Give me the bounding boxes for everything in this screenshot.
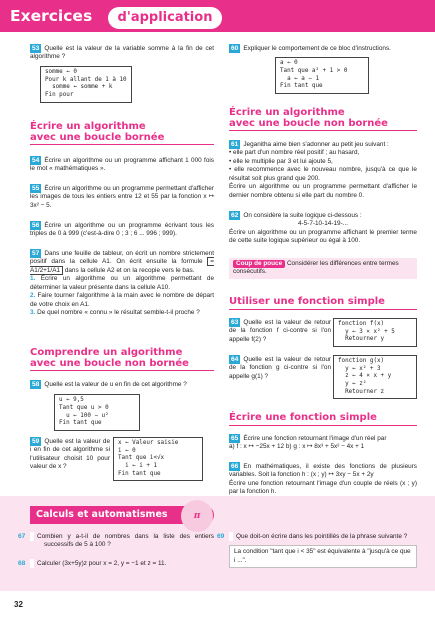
question-text: De quel nombre « connu » le résultat semble-t-il proche ?	[37, 309, 200, 317]
exercise-text: Quelle est la valeur de retour de la fonction f ci-contre si l'on appelle f(2) ?	[229, 319, 331, 343]
exercise-number: 60	[231, 45, 239, 52]
exercise-55	[30, 184, 214, 210]
hint-box	[229, 258, 417, 279]
exercise-text: Écrire un algorithme ou un programme écrivant tous les triples de 0 à 999 (c'est-à-dire 0 ; 3 ; 6 ... 996 ; 999).	[30, 222, 214, 238]
exercise-number: 56	[32, 222, 40, 229]
bullet-item: • elle part d'un nombre réel positif ; au hasard,	[229, 149, 360, 157]
section-heading	[30, 348, 214, 371]
exercise-66	[229, 462, 417, 497]
exercise-number: 65	[231, 435, 239, 442]
exercise-67	[18, 532, 214, 550]
section-title-line2: avec une boucle non bornée	[229, 117, 388, 129]
exercise-text: Écrire un algorithme ou un programme affichant 1 000 fois le mot « mathématiques ».	[30, 157, 214, 173]
section-rule	[30, 370, 214, 371]
exercise-62	[229, 211, 417, 246]
question-number: 3.	[30, 309, 36, 317]
exercise-text: Combien y a-t-il de nombres dans la liste des entiers successifs de 5 à 100 ?	[37, 533, 214, 549]
section-title-line1: Comprendre un algorithme	[30, 347, 183, 358]
sentence-box: La condition "tant que i < 35" est équivalente à "jusqu'à ce que i ...".	[229, 545, 417, 568]
calc-section-title: Calculs et automatismes	[36, 509, 168, 520]
section-title-line2: avec une boucle bornée	[30, 131, 165, 143]
exercise-number: 69	[229, 532, 233, 541]
exercise-59	[30, 437, 110, 472]
section-title-line2: avec une boucle non bornée	[30, 357, 189, 369]
code-block: fonction f(x) y ← 3 × x² + 5 Retourner y	[333, 318, 417, 347]
exercise-63	[229, 318, 331, 344]
exercise-text: Que doit-on écrire dans les pointillés de la phrase suivante ?	[236, 533, 408, 540]
code-block: somme ← 0 Pour k allant de 1 à 10 somme ← somme + k Fin pour	[40, 66, 132, 103]
exercise-text: Quelle est la valeur de la variable somme à la fin de cet algorithme ?	[30, 45, 214, 61]
question-text: Faire tourner l'algorithme à la main avec le nombre de départ de votre choix en A1.	[30, 292, 214, 308]
exercise-54	[30, 156, 214, 174]
exercise-text: dans la cellule A2 et on la recopie vers le bas.	[64, 266, 195, 274]
section-rule	[229, 309, 417, 310]
exercise-56	[30, 221, 214, 239]
exercise-text: On considère la suite logique ci-dessous :	[243, 212, 362, 219]
exercise-number: 64	[231, 356, 239, 363]
exercise-number: 61	[231, 141, 239, 148]
exercise-58	[30, 380, 214, 431]
pi-badge-icon: π	[181, 500, 213, 532]
exercise-text: Jeganitha aime bien s'adonner au petit jeu suivant :	[243, 141, 389, 148]
hint-label: Coup de pouce	[233, 260, 285, 268]
section-title-line1: Écrire un algorithme	[30, 121, 146, 132]
exercise-number: 63	[231, 319, 239, 326]
exercise-number: 58	[32, 381, 40, 388]
question-number: 1.	[30, 275, 36, 283]
section-heading	[229, 413, 417, 426]
number-sequence: 4-5-7-10-14-19-...	[297, 220, 349, 228]
exercise-text: Écrire un algorithme ou un programme permettant d'afficher les images de tous les entiers entre 12 et 55 par la fonction x ↦ 3x² − 5.	[30, 185, 214, 209]
exercise-number: 66	[231, 463, 239, 470]
section-title: Écrire une fonction simple	[229, 412, 377, 423]
exercise-number: 54	[32, 157, 40, 164]
section-rule	[30, 144, 214, 145]
bullet-item: • elle recommence avec le nouveau nombre, jusqu'à ce que le résultat soit plus grand que 200.	[229, 166, 417, 182]
exercise-61	[229, 140, 417, 200]
exercise-number: 59	[32, 438, 40, 445]
exercise-text: Écrire un algorithme ou un programme permettant d'afficher le dernier nombre obtenu si elle part du nombre 0.	[229, 183, 417, 199]
exercise-text: On écrit ensuite la formule	[116, 258, 203, 266]
exercise-text: Calculer (3x+5y)z pour x = 2, y = −1 et z = 11.	[37, 560, 167, 567]
section-rule	[229, 425, 417, 426]
section-title: Utiliser une fonction simple	[229, 296, 385, 307]
section-title-line1: Écrire un algorithme	[229, 107, 345, 118]
exercise-60	[229, 44, 417, 94]
question-number: 2.	[30, 292, 36, 300]
exercise-number: 53	[32, 45, 40, 52]
exercise-68	[18, 559, 214, 568]
exercise-69	[217, 532, 417, 568]
page-title: Exercices	[10, 7, 93, 25]
exercise-text: Dans une feuille de tableur, on écrit un nombre strictement positif dans la cellule A1.	[30, 250, 214, 266]
exercise-65	[229, 434, 417, 452]
exercise-text: Quelle est la valeur de retour de la fonction g ci-contre si l'on appelle g(1) ?	[229, 356, 331, 380]
exercise-text: Quelle est la valeur de i en fin de cet algorithme si l'utilisateur choisit 10 pour valeur de x ?	[30, 438, 110, 471]
exercise-text: Expliquer le comportement de ce bloc d'instructions.	[243, 45, 391, 52]
exercise-text: Écrire une fonction retournant l'image d'un couple de réels (x ; y) par la fonction h.	[229, 479, 417, 496]
exercise-text: Quelle est la valeur de u en fin de cet algorithme ?	[44, 381, 187, 388]
exercise-57	[30, 249, 214, 318]
page-subtitle-tag: d'application	[108, 7, 222, 29]
bullet-item: • elle le multiplie par 3 et lui ajoute 5,	[229, 157, 333, 165]
code-block: u ← 9,5 Tant que u > 0 u ← 100 − u² Fin tant que	[54, 394, 140, 431]
section-heading	[229, 297, 417, 310]
code-block: fonction g(x) y ← x² + 3 z ← 4 × x + y y ← z² Retourner z	[333, 355, 417, 399]
code-block: a ← 0 Tant que a² + 1 > 0 a ← a − 1 Fin tant que	[275, 57, 369, 94]
function-list: a) f : x ↦ −25x + 12 b) g : x ↦ 8x³ + 5x² − 4x + 1	[229, 443, 365, 451]
section-heading	[229, 108, 417, 131]
page-number: 32	[14, 600, 23, 609]
section-heading	[30, 122, 214, 145]
exercise-text: Écrire une fonction retournant l'image d'un réel par	[243, 435, 387, 442]
question-text: Écrire un algorithme ou un algorithme permettant de déterminer la valeur présente dans la cellule A10.	[30, 275, 214, 291]
exercise-text: En mathématiques, il existe des fonctions de plusieurs variables. Soit la fonction h : (x ; y) ↦ 3xy − 5x + 2y	[229, 463, 417, 479]
hint-text: Considérer les différences entre termes consécutifs.	[233, 260, 399, 276]
exercise-number: 68	[30, 559, 34, 568]
section-rule	[229, 130, 417, 131]
exercise-text: Écrire un algorithme ou un programme affichant le premier terme de cette suite logique supérieur ou égal à 100.	[229, 228, 417, 245]
exercise-number: 62	[231, 212, 239, 219]
exercise-64	[229, 355, 331, 381]
spreadsheet-formula: = A1/2+1/A1	[30, 258, 214, 274]
exercise-number: 57	[32, 250, 40, 257]
exercise-53	[30, 44, 214, 103]
code-block: x ← Valeur saisie i ← 0 Tant que i<√x i ← i + 1 Fin tant que	[113, 437, 203, 481]
exercise-number: 55	[32, 185, 40, 192]
exercise-number: 67	[30, 532, 34, 541]
